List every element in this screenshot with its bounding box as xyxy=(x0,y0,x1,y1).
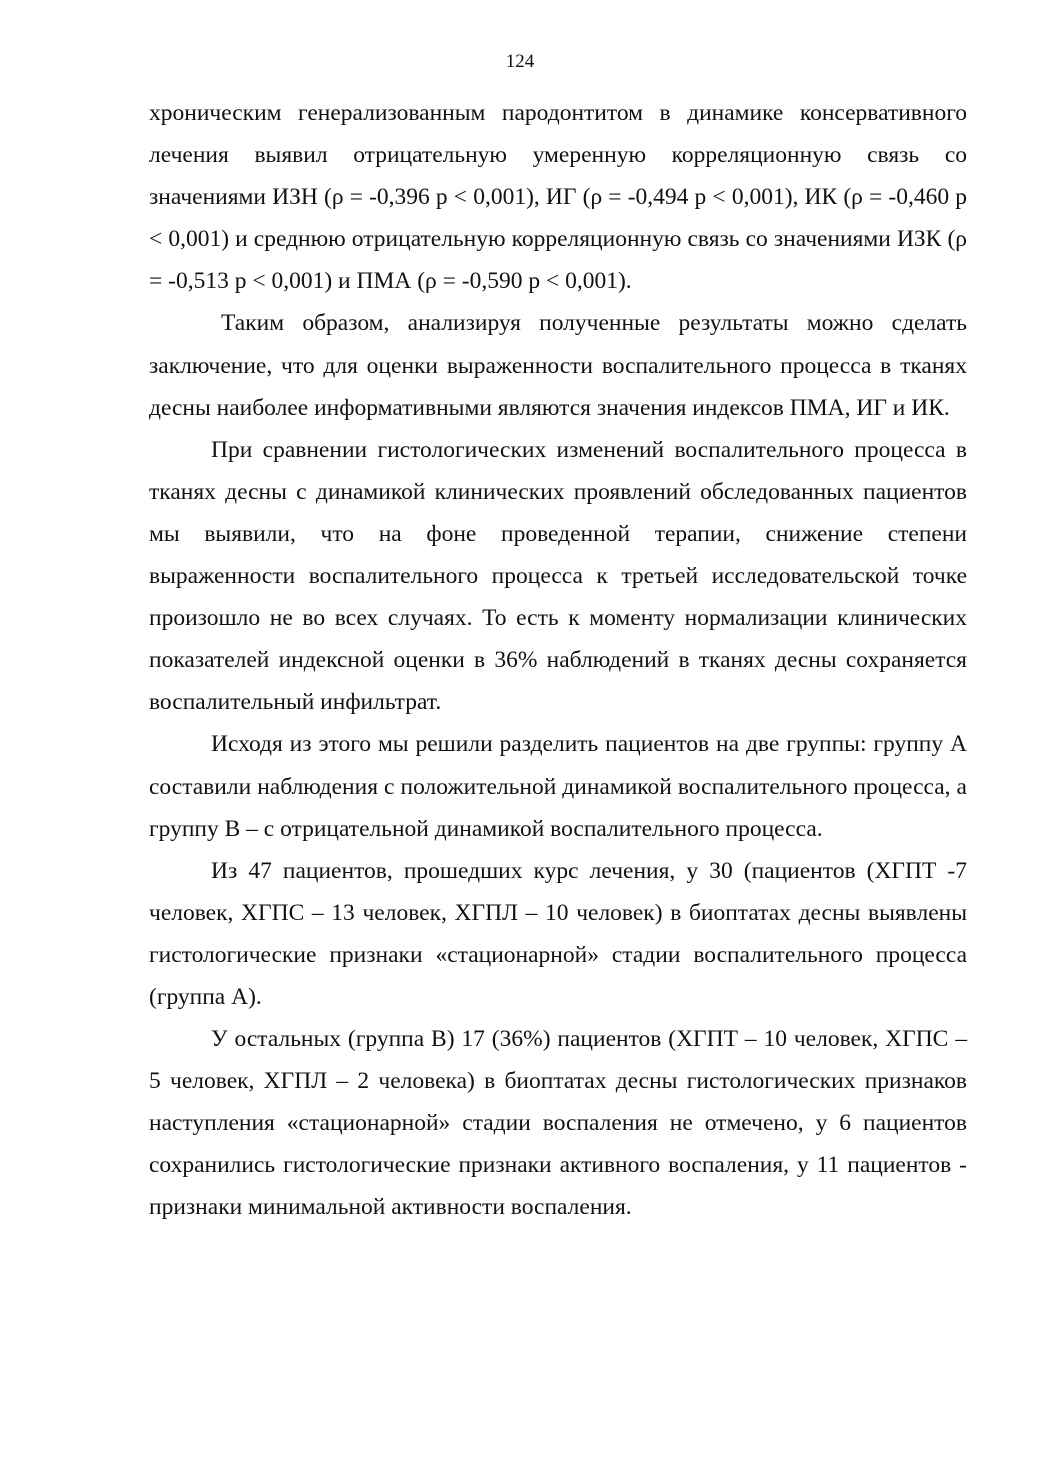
paragraph-groups-division: Исходя из этого мы решили разделить пациентов на две группы: группу А составили наблюдения с положительной динамикой воспалительного процесса, а группу В – с отрицательной динамикой воспалительного процесса. xyxy=(149,731,967,842)
page-number: 124 xyxy=(505,51,535,72)
paragraph-correlation-continuation: хроническим генерализованным пародонтитом в динамике консервативного лечения выявил отрицательную умеренную корреляционную связь со значениями ИЗН (ρ = -0,396 p < 0,001), ИГ (ρ = -0,494 p < 0,001), ИК (ρ = -0,460 p < 0,001) и среднюю отрицательную корреляционную связь со значениями ИЗК (ρ = -0,513 p < 0,001) и ПМА (ρ = -0,590 p < 0,001). xyxy=(149,100,967,295)
paragraph-conclusion: Таким образом, анализируя полученные результаты можно сделать заключение, что для оценки выраженности воспалительного процесса в тканях десны наиболее информативными являются значения индексов ПМА, ИГ и ИК. xyxy=(149,310,967,421)
paragraph-group-a: Из 47 пациентов, прошедших курс лечения, у 30 (пациентов (ХГПТ -7 человек, ХГПС – 13 человек, ХГПЛ – 10 человек) в биоптатах десны выявлены гистологические признаки «стационарной» стадии воспалительного процесса (группа А). xyxy=(149,857,967,1010)
paragraph-group-b: У остальных (группа В) 17 (36%) пациентов (ХГПТ – 10 человек, ХГПС – 5 человек, ХГПЛ – 2 человека) в биоптатах десны гистологических признаков наступления «стационарной» стадии воспаления не отмечено, у 6 пациентов сохранились гистологические признаки активного воспаления, у 11 пациентов - признаки минимальной активности воспаления. xyxy=(149,1026,967,1221)
paragraph-histology-comparison: При сравнении гистологических изменений воспалительного процесса в тканях десны с динамикой клинических проявлений обследованных пациентов мы выявили, что на фоне проведенной терапии, снижение степени выраженности воспалительного процесса к третьей исследовательской точке произошло не во всех случаях. То есть к моменту нормализации клинических показателей индексной оценки в 36% наблюдений в тканях десны сохраняется воспалительный инфильтрат. xyxy=(149,436,967,716)
body-text xyxy=(149,92,967,1229)
